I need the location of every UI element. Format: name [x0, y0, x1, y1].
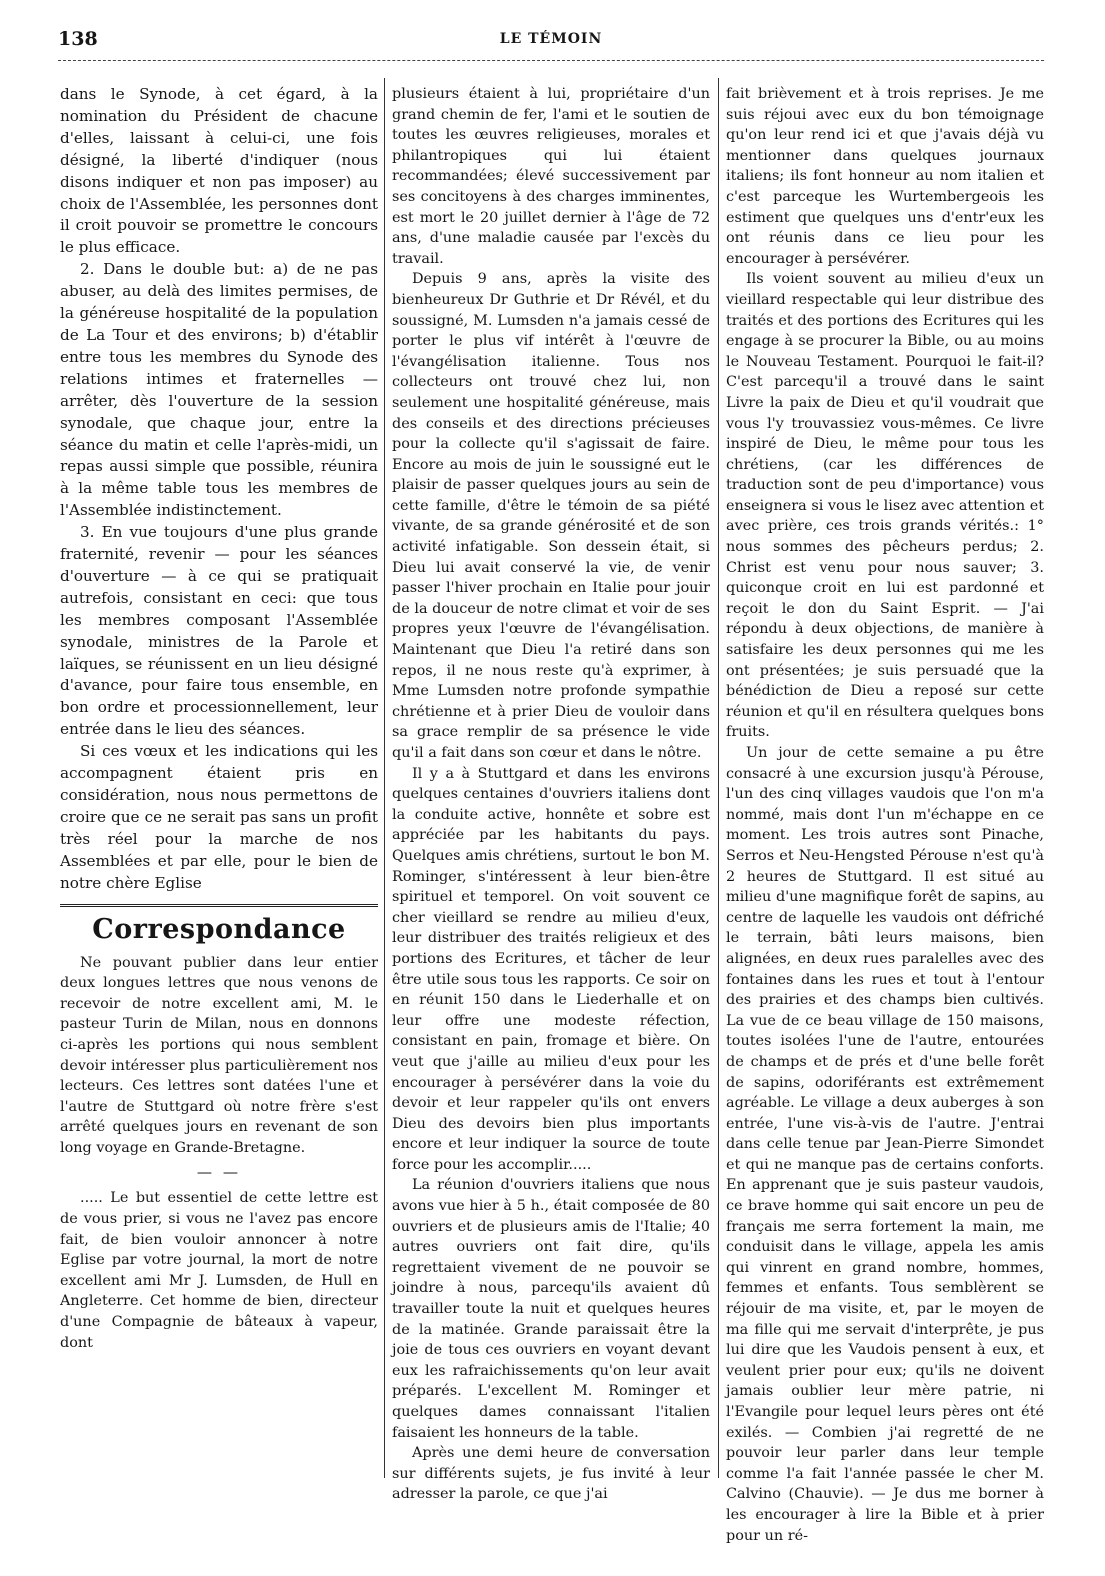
column-2 — [392, 84, 710, 1505]
paragraph: Après une demi heure de conversation sur différents sujets, je fus invité à leur adresser la parole, ce que j'ai — [392, 1445, 710, 1503]
paragraph: dans le Synode, à cet égard, à la nomination du Président de chacune d'elles, laissant à celui-ci, une fois désigné, la liberté d'indiquer (nous disons indiquer et non pas imposer) au choix de l'Assemblée, les personnes dont il croit pouvoir se promettre le concours le plus efficace. — [60, 85, 378, 257]
page-number: 138 — [58, 28, 98, 50]
paragraph: Un jour de cette semaine a pu être consacré à une excursion jusqu'à Pérouse, l'un des cinq villages vaudois que l'on m'a nommé, mais dont l'un m'échappe en ce moment. Les trois autres sont Pinache, Serros et Neu-Hengsted Pérouse n'est qu'à 2 heures de Stuttgard. Il est situé au milieu d'une magnifique forêt de sapins, au centre de laquelle les vaudois ont défriché le terrain, bâti leurs maisons, bien alignées, en deux rues paralelles avec des fontaines dans les rues et tout à l'entour des prairies et des champs bien cultivés. La vue de ce beau village de 150 maisons, toutes isolées l'une de l'autre, entourées de champs et de prés et d'une belle forêt de sapins, odoriférants est extrêmement agréable. Le village a deux auberges à son entrée, l'une vis-à-vis de l'autre. J'entrai dans celle tenue par Jean-Pierre Simondet et qui ne manque pas de certains conforts. En apprenant que je suis pasteur vaudois, ce brave homme qui sait encore un peu de français me serra fortement la main, me conduisit dans le village, appela les amis qui vinrent en grand nombre, hommes, femmes et enfants. Tous semblèrent se réjouir de ma visite, et, par le moyen de ma fille qui me servait d'interprête, je pus lui dire que les Vaudois pensent à eux, et veulent prier pour eux; qu'ils ne doivent jamais oublier leur mère patrie, ni l'Evangile pour lequel leurs pères ont été exilés. — Combien j'ai regretté de ne pouvoir leur parler dans leur temple comme l'a fait l'année passée le cher M. Calvino (Chauvie). — Je dus me borner à les encourager à lire la Bible et à prier pour un ré- — [726, 745, 1044, 1544]
paragraph: plusieurs étaient à lui, propriétaire d'un grand chemin de fer, l'ami et le soutien de toutes les œuvres religieuses, morales et philantropiques qui lui étaient recommandées; élevé successivement par ses concitoyens à des charges imminentes, est mort le 20 juillet dernier à l'âge de 72 ans, d'une maladie causée par l'excès du travail. — [392, 86, 710, 267]
journal-title: LE TÉMOIN — [499, 31, 603, 47]
paragraph: Il y a à Stuttgard et dans les environs quelques centaines d'ouvriers italiens dont la conduite active, honnête et sobre est appréciée par les habitants du pays. Quelques amis chrétiens, surtout le bon M. Rominger, s'intéressent à leur bien-être spirituel et temporel. On voit souvent ce cher vieillard se rendre au milieu d'eux, leur distribuer des traités religieux et des portions des Ecritures, et tâcher de leur être utile sous tous les rapports. Ce soir on en réunit 150 dans le Liederhalle et on leur offre une modeste réfection, consistant en pain, fromage et bière. On veut que j'aille au milieu d'eux pour les encourager à persévérer dans la voie du devoir et leur rappeler qu'ils ont envers Dieu des devoirs bien plus importants encore et leur indiquer la source de toute force pour les accomplir..... — [392, 765, 710, 1173]
column-divider — [718, 78, 719, 1478]
column-1 — [60, 84, 378, 1353]
paragraph: 2. Dans le double but: a) de ne pas abuser, au delà des limites permises, de la généreuse hospitalité de la population de La Tour et des environs; b) d'établir entre tous les membres du Synode des relations intimes et fraternelles — arrêter, dès l'ouverture de la session synodale, que chaque jour, entre la séance du matin et celle l'après-midi, un repas aussi simple que possible, réunira à la même table tous les membres de l'Assemblée indistinctement. — [60, 260, 378, 520]
paragraph: Ils voient souvent au milieu d'eux un vieillard respectable qui leur distribue des traités et des portions des Ecritures qui les engage à se procurer la Bible, ou au moins le Nouveau Testament. Pourquoi le fait-il? C'est parcequ'il a trouvé dans le saint Livre la paix de Dieu et qu'il voudrait que vous l'y trouvassiez vous-mêmes. Ce livre inspiré de Dieu, le même pour tous les chrétiens, (car les différences de traduction sont de peu d'importance) vous enseignera si vous le lisez avec attention et avec prière, ces trois grands vérités.: 1° nous sommes des pêcheurs perdus; 2. Christ est venu pour nous sauver; 3. quiconque croit en lui est pardonné et reçoit le don du Saint Esprit. — J'ai répondu à deux objections, de manière à satisfaire les deux personnes qui me les ont présentées; je suis persuadé que la bénédiction de Dieu a reposé sur cette réunion et qu'il en résultera quelques bons fruits. — [726, 271, 1044, 741]
column-3 — [726, 84, 1044, 1546]
paragraph: La réunion d'ouvriers italiens que nous avons vue hier à 5 h., était composée de 80 ouvriers et de plusieurs amis de l'Italie; 40 autres ouvriers ont fait dire, qu'ils regrettaient vivement de ne pouvoir se joindre à nous, parcequ'ils avaient dû travailler toute la nuit et quelques heures de la matinée. Grande paraissait être la joie de tous ces ouvriers en voyant devant eux les rafraichissements qu'on leur avait préparés. L'excellent M. Rominger et quelques dames connaissant l'italien faisaient les honneurs de la table. — [392, 1177, 710, 1441]
paragraph: Ne pouvant publier dans leur entier deux longues lettres que nous venons de recevoir de notre excellent ami, M. le pasteur Turin de Milan, nous en donnons ci-après les portions qui nous semblent devoir intéresser plus particulièrement nos lecteurs. Ces lettres sont datées l'une et l'autre de Stuttgard où notre frère s'est arrêté quelques jours en revenant de son long voyage en Grande-Bretagne. — [60, 954, 378, 1156]
paragraph: ..... Le but essentiel de cette lettre est de vous prier, si vous ne l'avez pas encore fait, de bien vouloir annoncer à notre Eglise par votre journal, la mort de notre excellent ami Mr J. Lumsden, de Hull en Angleterre. Cet homme de bien, directeur d'une Compagnie de bâteaux à vapeur, dont — [60, 1190, 378, 1351]
paragraph: Depuis 9 ans, après la visite des bienheureux Dr Guthrie et Dr Révél, et du soussigné, M. Lumsden n'a jamais cessé de porter le plus vif intérêt à l'œuvre de l'évangélisation italienne. Tous nos collecteurs ont trouvé chez lui, non seulement une hospitalité généreuse, mais des conseils et des directions précieuses pour la collecte qu'il s'agissait de faire. Encore au mois de juin le soussigné eut le plaisir de passer quelques jours au sein de cette famille, d'être le témoin de sa piété vivante, de sa grande générosité et de son activité infatigable. Son dessein était, si Dieu lui avait conservé la vie, de venir passer l'hiver prochain en Italie pour jouir de la douceur de notre climat et voir de ses propres yeux l'œuvre de l'évangélisation. Maintenant que Dieu l'a retiré dans son repos, il ne nous reste qu'à exprimer, à Mme Lumsden notre profonde sympathie chrétienne et à prier Dieu de vouloir dans sa grace remplir de sa présence le vide qu'il a fait dans son cœur et dans le nôtre. — [392, 271, 710, 761]
paragraph: fait brièvement et à trois reprises. Je me suis réjoui avec eux du bon témoignage qu'on leur rend ici et que j'avais déjà vu mentionner dans quelques journaux italiens; ils font honneur au nom italien et c'est parceque les Wurtembergeois les estiment que quelques uns d'entr'eux les ont réunis dans ce lieu pour les encourager à persévérer. — [726, 86, 1044, 267]
separator: — — — [196, 1163, 242, 1182]
header-rule — [58, 60, 1044, 61]
column-divider — [384, 78, 385, 1478]
paragraph: 3. En vue toujours d'une plus grande fraternité, revenir — pour les séances d'ouverture — à ce qui se pratiquait autrefois, consistant en ceci: que tous les membres composant l'Assemblée synodale, ministres de la Parole et laïques, se réunissent en un lieu désigné d'avance, pour faire tous ensemble, en bon ordre et processionnellement, leur entrée dans le lieu des séances. — [60, 523, 378, 739]
section-title: Correspondance — [92, 913, 346, 945]
page-header — [58, 28, 1044, 54]
section-rule — [60, 904, 378, 907]
paragraph: Si ces vœux et les indications qui les accompagnent étaient pris en considération, nous nous permettons de croire que ce ne serait pas sans un profit très réel pour la marche de nos Assemblées et par elle, pour le bien de notre chère Eglise — [60, 742, 378, 892]
